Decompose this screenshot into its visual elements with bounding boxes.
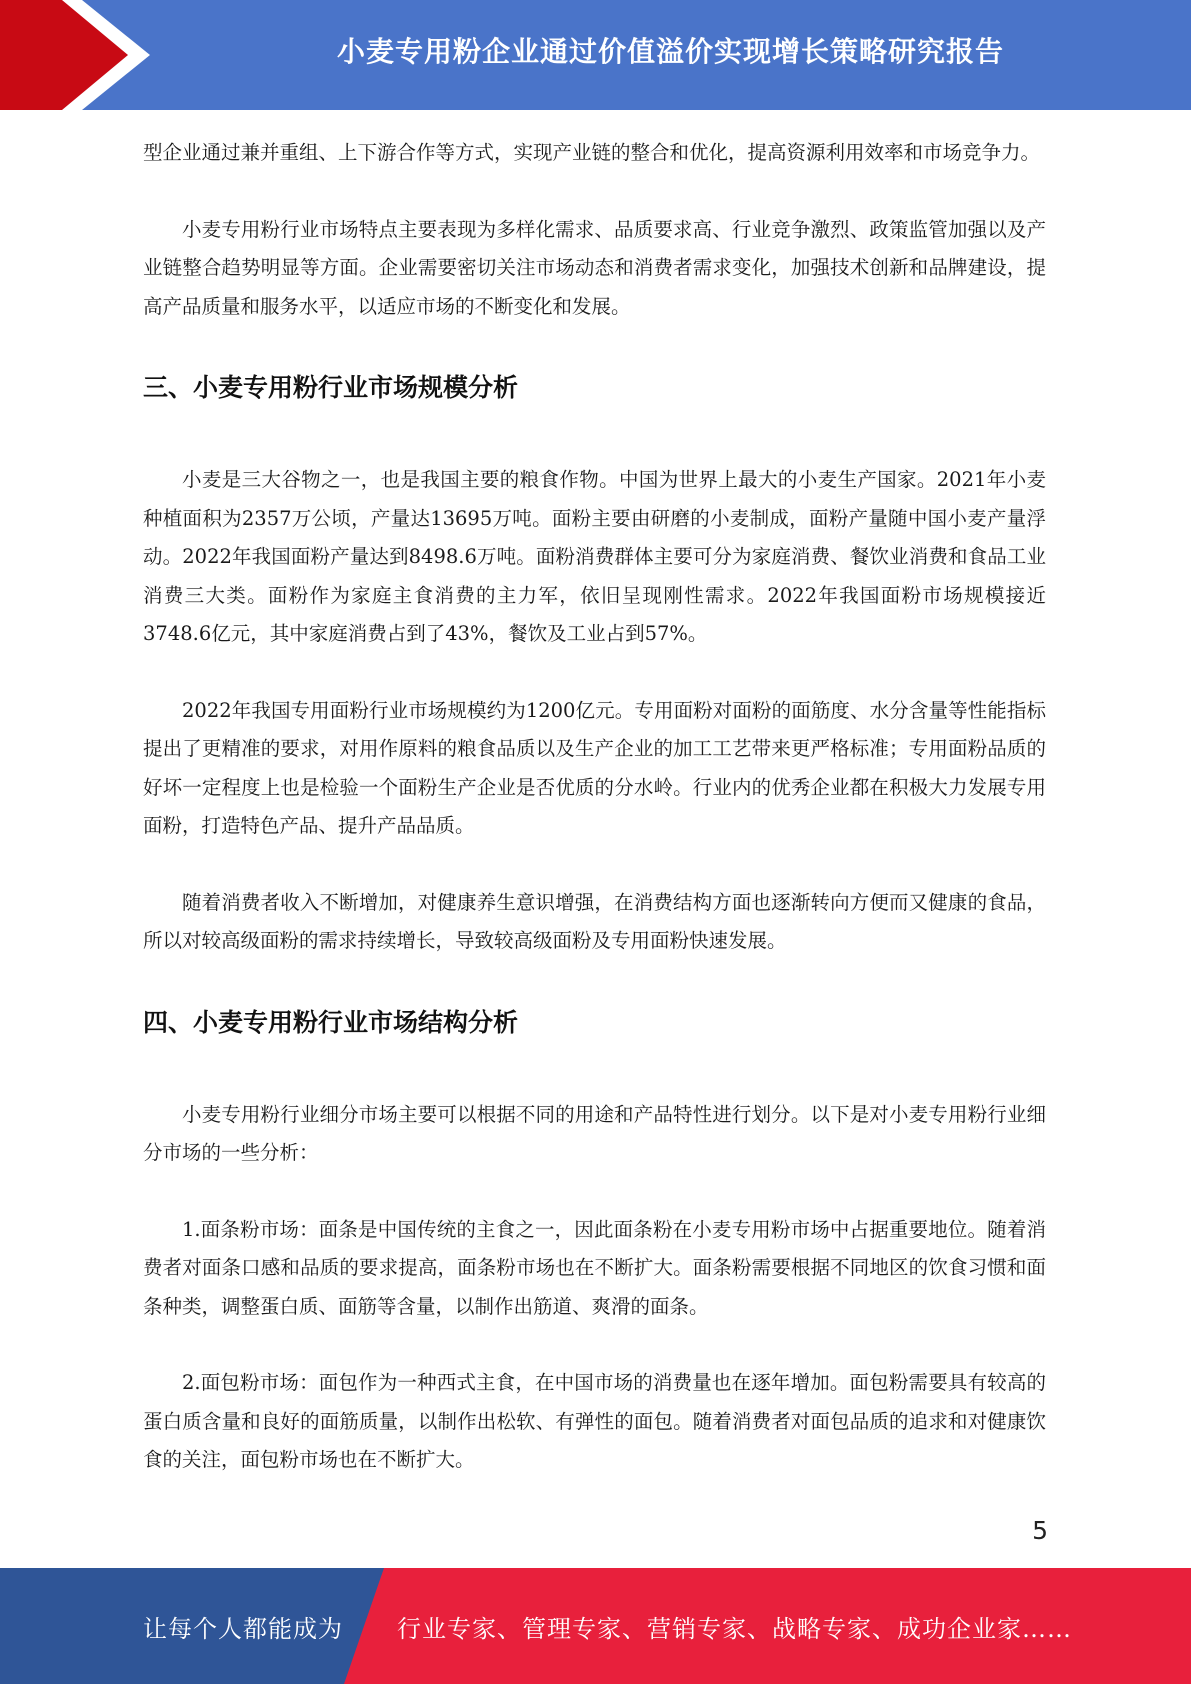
footer-slogan-left: 让每个人都能成为 (143, 1614, 343, 1643)
footer-slogan-right: 行业专家、管理专家、营销专家、战略专家、成功企业家…… (397, 1614, 1072, 1643)
report-title: 小麦专用粉企业通过价值溢价实现增长策略研究报告 (336, 35, 1004, 68)
market-scale-paragraph-3: 随着消费者收入不断增加，对健康养生意识增强，在消费结构方面也逐渐转向方便而又健康的食品，所以对较高级面粉的需求持续增长，导致较高级面粉及专用面粉快速发展。 (143, 890, 1046, 952)
market-structure-intro-paragraph: 小麦专用粉行业细分市场主要可以根据不同的用途和产品特性进行划分。以下是对小麦专用粉行业细分市场的一些分析： (143, 1102, 1046, 1164)
section-3-heading: 三、小麦专用粉行业市场规模分析 (143, 373, 519, 402)
section-4-heading: 四、小麦专用粉行业市场结构分析 (143, 1007, 519, 1037)
page-content (143, 134, 1046, 1480)
page-header (0, 0, 1191, 110)
bread-flour-paragraph: 2.面包粉市场：面包作为一种西式主食，在中国市场的消费量也在逐年增加。面包粉需要具有较高的蛋白质含量和良好的面筋质量，以制作出松软、有弹性的面包。随着消费者对面包品质的追求和对健康饮食的关注，面包粉市场也在不断扩大。 (143, 1371, 1046, 1471)
page-number: 5 (1032, 1516, 1048, 1545)
page-footer (0, 1568, 1191, 1684)
intro-paragraph: 型企业通过兼并重组、上下游合作等方式，实现产业链的整合和优化，提高资源利用效率和市场竞争力。 (143, 141, 1041, 164)
market-scale-paragraph-2: 2022年我国专用面粉行业市场规模约为1200亿元。专用面粉对面粉的面筋度、水分含量等性能指标提出了更精准的要求，对用作原料的粮食品质以及生产企业的加工工艺带来更严格标准；专用面粉品质的好坏一定程度上也是检验一个面粉生产企业是否优质的分水岭。行业内的优秀企业都在积极大力发展专用面粉，打造特色产品、提升产品品质。 (143, 698, 1046, 837)
market-features-paragraph: 小麦专用粉行业市场特点主要表现为多样化需求、品质要求高、行业竞争激烈、政策监管加强以及产业链整合趋势明显等方面。企业需要密切关注市场动态和消费者需求变化，加强技术创新和品牌建设，提高产品质量和服务水平，以适应市场的不断变化和发展。 (143, 217, 1046, 318)
noodle-flour-paragraph: 1.面条粉市场：面条是中国传统的主食之一，因此面条粉在小麦专用粉市场中占据重要地位。随着消费者对面条口感和品质的要求提高，面条粉市场也在不断扩大。面条粉需要根据不同地区的饮食习惯和面条种类，调整蛋白质、面筋等含量，以制作出筋道、爽滑的面条。 (143, 1217, 1046, 1318)
market-scale-paragraph-1: 小麦是三大谷物之一，也是我国主要的粮食作物。中国为世界上最大的小麦生产国家。2021年小麦种植面积为2357万公顷，产量达13695万吨。面粉主要由研磨的小麦制成，面粉产量随中国小麦产量浮动。2022年我国面粉产量达到8498.6万吨。面粉消费群体主要可分为家庭消费、餐饮业消费和食品工业消费三大类。面粉作为家庭主食消费的主力军，依旧呈现刚性需求。2022年我国面粉市场规模接近3748.6亿元，其中家庭消费占到了43%，餐饮及工业占到57%。 (143, 468, 1046, 645)
